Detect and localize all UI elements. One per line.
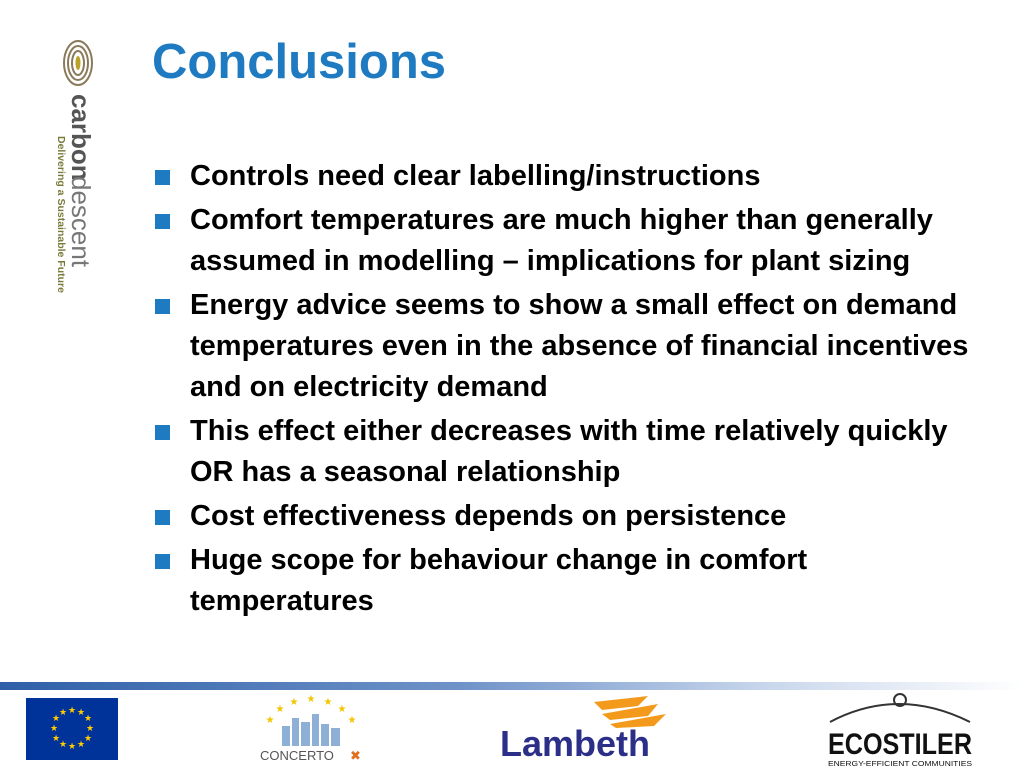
bullet-list (152, 156, 972, 625)
svg-text:★: ★ (76, 740, 86, 750)
bullet-item (152, 540, 972, 622)
svg-text:★: ★ (83, 734, 93, 744)
bullet-text: Comfort temperatures are much higher than generally assumed in modelling – implications for plant sizing (190, 204, 933, 277)
svg-text:✖: ✖ (350, 749, 361, 764)
bullet-square-icon (155, 425, 170, 440)
logo-tagline: Delivering a Sustainable Future (55, 136, 67, 293)
svg-text:★: ★ (265, 715, 275, 726)
bullet-item (152, 411, 972, 493)
svg-text:★: ★ (275, 704, 285, 715)
lambeth-icon (498, 692, 658, 768)
svg-text:★: ★ (58, 740, 68, 750)
bullet-item (152, 156, 972, 197)
bullet-item (152, 200, 972, 282)
bullet-text: Controls need clear labelling/instructions (190, 160, 761, 192)
carbon-descent-logo (52, 36, 108, 308)
svg-text:★: ★ (289, 697, 299, 708)
svg-text:★: ★ (83, 714, 93, 724)
concerto-icon (254, 690, 368, 768)
svg-text:★: ★ (306, 694, 316, 705)
fingerprint-icon (64, 41, 92, 85)
bullet-text: Huge scope for behaviour change in comfort temperatures (190, 544, 808, 617)
concerto-label: CONCERTO (260, 748, 334, 763)
bullet-square-icon (155, 214, 170, 229)
lambeth-logo (498, 692, 658, 773)
logo-word-carbon: carbon (66, 94, 96, 181)
bullet-square-icon (155, 170, 170, 185)
ecostiler-logo (826, 690, 976, 773)
bullet-square-icon (155, 299, 170, 314)
svg-text:★: ★ (51, 714, 61, 724)
svg-text:★: ★ (67, 706, 77, 716)
eu-flag-icon (26, 698, 118, 760)
lambeth-label: Lambeth (500, 723, 651, 764)
svg-text:★: ★ (58, 708, 68, 718)
footer-divider (0, 682, 1024, 690)
bullet-text: Energy advice seems to show a small effect on demand temperatures even in the absence of financial incentives and on electricity demand (190, 289, 969, 403)
svg-text:★: ★ (76, 708, 86, 718)
eu-flag-logo (26, 698, 118, 765)
logo-word-descent: descent (66, 176, 96, 268)
svg-text:★: ★ (51, 734, 61, 744)
svg-text:★: ★ (337, 704, 347, 715)
svg-text:★: ★ (347, 715, 357, 726)
bullet-text: Cost effectiveness depends on persistence (190, 500, 787, 532)
ecostiler-icon (826, 690, 976, 768)
concerto-logo (254, 690, 368, 773)
svg-text:★: ★ (67, 742, 77, 752)
bullet-item (152, 285, 972, 408)
bullet-square-icon (155, 510, 170, 525)
slide-title: Conclusions (152, 35, 447, 89)
bullet-item (152, 496, 972, 537)
ecostiler-tagline: ENERGY-EFFICIENT COMMUNITIES (828, 759, 972, 768)
svg-text:★: ★ (323, 697, 333, 708)
ecostiler-label: ECOSTILER (828, 728, 973, 761)
svg-text:★: ★ (85, 724, 95, 734)
footer-logos (0, 690, 1024, 768)
bullet-square-icon (155, 554, 170, 569)
svg-text:★: ★ (49, 724, 59, 734)
bullet-text: This effect either decreases with time relatively quickly OR has a seasonal relationship (190, 415, 948, 488)
